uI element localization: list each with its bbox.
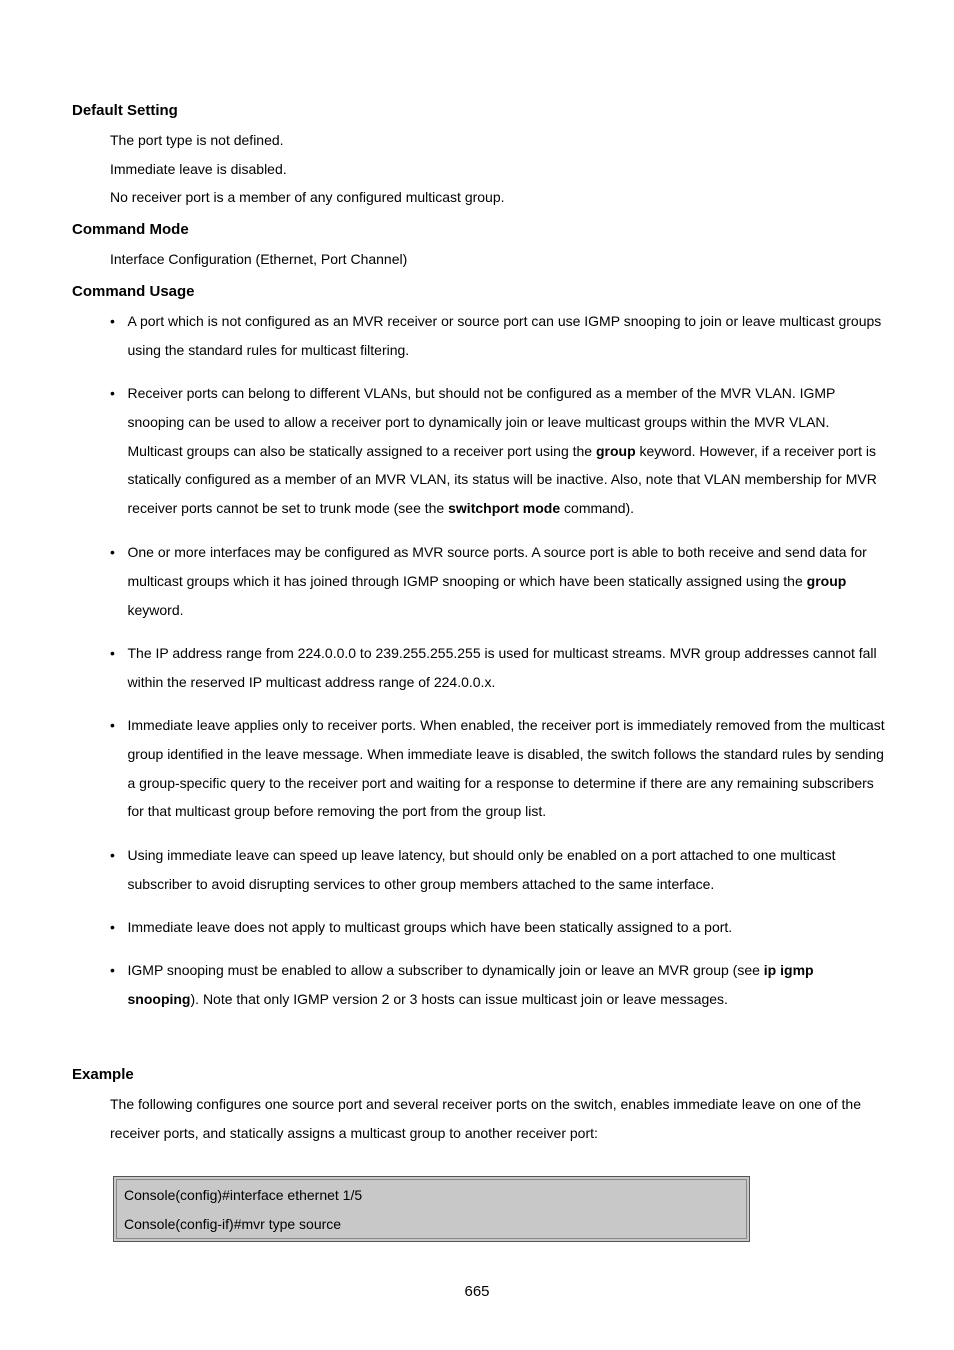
list-item: [110, 711, 886, 826]
command-usage-heading: Command Usage: [72, 283, 195, 300]
list-item: [110, 956, 886, 1014]
list-item-text: [128, 639, 887, 697]
text-run: Immediate leave does not apply to multicast groups which have been statically assigned to a port.: [127, 919, 733, 935]
list-item-text: [128, 379, 887, 523]
command-mode-line: Interface Configuration (Ethernet, Port Channel): [110, 251, 408, 267]
bullet-icon: •: [110, 645, 115, 661]
text-run: Receiver ports can belong to different VLANs, but should not be configured as a member of the MVR VLAN. IGMP snooping can be used to allow a receiver port to dynamically join or leave multicast groups within the MVR VLAN. Multicast groups can also be statically assigned to a receiver port using the: [127, 385, 836, 459]
list-item: [110, 538, 886, 624]
list-item-text: [128, 956, 887, 1014]
text-run: Using immediate leave can speed up leave latency, but should only be enabled on a port attached to one multicast subscriber to avoid disrupting services to other group members attached to the same interface.: [127, 847, 836, 892]
example-heading: Example: [72, 1066, 134, 1083]
list-item: [110, 841, 886, 899]
bold-keyword: group: [595, 442, 636, 459]
list-item-text: [128, 307, 887, 365]
text-run: IGMP snooping must be enabled to allow a subscriber to dynamically join or leave an MVR group (see: [127, 962, 764, 978]
list-item: [110, 379, 886, 523]
code-example-box: [113, 1176, 750, 1242]
bullet-icon: •: [110, 962, 115, 978]
bullet-icon: •: [110, 919, 115, 935]
list-item: [110, 913, 886, 942]
list-item: [110, 307, 886, 365]
text-run: ). Note that only IGMP version 2 or 3 hosts can issue multicast join or leave messages.: [190, 990, 728, 1007]
text-run: keyword. However, if a receiver port is statically configured as a member of an MVR VLAN, its status will be inactive. Also, note that VLAN membership for MVR receiver ports cannot be set to trunk mode (see the: [127, 442, 877, 517]
list-item-text: [128, 538, 887, 624]
default-setting-line-1: The port type is not defined.: [110, 132, 284, 148]
list-item-text: [128, 711, 887, 826]
example-description: The following configures one source port and several receiver ports on the switch, enables immediate leave on one of the receiver ports, and statically assigns a multicast group to another receiver port:: [110, 1096, 861, 1141]
list-item-text: [128, 841, 887, 899]
bullet-icon: •: [110, 313, 115, 329]
text-run: The IP address range from 224.0.0.0 to 239.255.255.255 is used for multicast streams. MVR group addresses cannot fall within the reserved IP multicast address range of 224.0.0.x.: [127, 645, 877, 690]
bullet-icon: •: [110, 544, 115, 560]
text-run: command).: [560, 500, 635, 517]
bullet-icon: •: [110, 847, 115, 863]
text-run: One or more interfaces may be configured as MVR source ports. A source port is able to both receive and send data for multicast groups which it has joined through IGMP snooping or which have been statically assigned using the: [127, 544, 867, 589]
command-mode-heading: Command Mode: [72, 221, 189, 238]
bold-keyword: switchport mode: [448, 500, 561, 517]
default-setting-line-3: No receiver port is a member of any configured multicast group.: [110, 189, 505, 205]
code-line-1: Console(config)#interface ethernet 1/5: [124, 1187, 363, 1203]
code-line-2: Console(config-if)#mvr type source: [124, 1216, 342, 1232]
text-run: keyword.: [127, 601, 184, 618]
bold-keyword: group: [806, 572, 847, 589]
page-number: 665: [464, 1283, 490, 1300]
list-item-text: [128, 913, 887, 942]
text-run: Immediate leave applies only to receiver ports. When enabled, the receiver port is immediately removed from the multicast group identified in the leave message. When immediate leave is disabled, the switch follows the standard rules by sending a group-specific query to the receiver port and waiting for a response to determine if there are any remaining subscribers for that multicast group before removing the port from the group list.: [127, 717, 885, 820]
default-setting-heading: Default Setting: [72, 102, 178, 119]
bullet-icon: •: [110, 717, 115, 733]
text-run: A port which is not configured as an MVR receiver or source port can use IGMP snooping to join or leave multicast groups using the standard rules for multicast filtering.: [127, 313, 882, 358]
bold-keyword: ip igmp snooping: [127, 962, 814, 1007]
default-setting-line-2: Immediate leave is disabled.: [110, 161, 287, 177]
list-item: [110, 639, 886, 697]
bullet-icon: •: [110, 385, 115, 401]
